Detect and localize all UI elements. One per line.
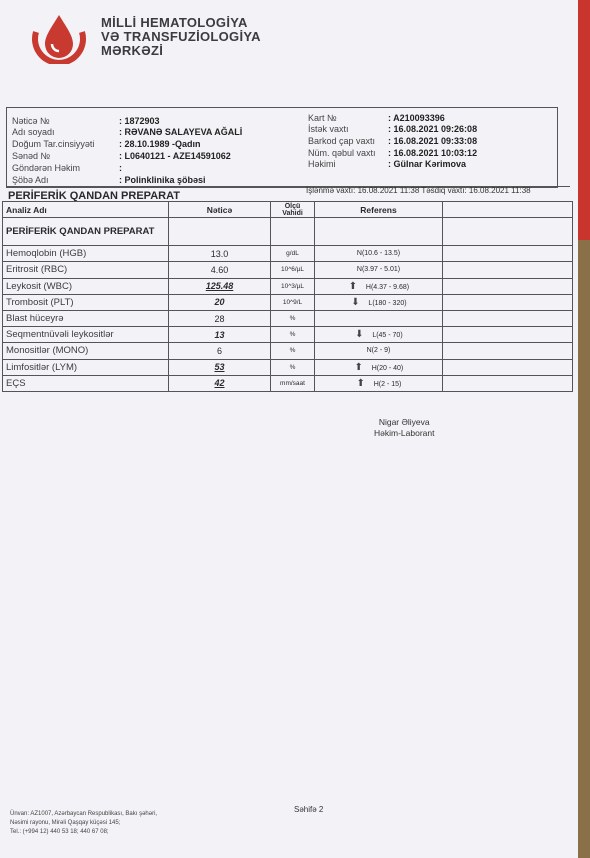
results-table xyxy=(2,201,573,392)
org-line-2: VƏ TRANSFUZİOLOGİYA xyxy=(101,29,261,44)
header-result: Nəticə xyxy=(169,202,271,218)
footer-line: Nəsimi rayonu, Mirəli Qaşqay küçəsi 145; xyxy=(10,820,121,826)
field-value: : Polinklinika şöbəsi xyxy=(119,175,206,185)
table-row xyxy=(3,278,573,294)
reference-text: N(3.97 - 5.01) xyxy=(356,266,401,274)
field-label: Nəticə № xyxy=(12,116,50,126)
field-label: Göndərən Həkim xyxy=(12,163,81,173)
reference-text: L(180 - 320) xyxy=(368,299,407,307)
empty-cell xyxy=(443,375,573,391)
analysis-name: Monositlər (MONO) xyxy=(3,343,169,359)
result-value: 4.60 xyxy=(169,262,271,278)
group-name: PERİFERİK QANDAN PREPARAT xyxy=(3,218,169,246)
footer-line: Tel.: (+994 12) 440 53 18; 440 67 08; xyxy=(10,829,109,835)
table-row xyxy=(3,359,573,375)
result-value: 13.0 xyxy=(169,246,271,262)
signature-role: Həkim-Laborant xyxy=(374,428,435,438)
table-row xyxy=(3,246,573,262)
reference-range xyxy=(315,327,443,343)
field-value: : 16.08.2021 09:33:08 xyxy=(388,136,478,146)
birth-date-gender-field xyxy=(12,139,201,150)
result-value: 20 xyxy=(169,294,271,310)
analysis-name: EÇS xyxy=(3,375,169,391)
analysis-name: Blast hüceyrə xyxy=(3,310,169,326)
reference-text: L(45 - 70) xyxy=(372,332,403,340)
unit: % xyxy=(271,327,315,343)
empty-cell xyxy=(443,310,573,326)
reference-text: H(4.37 - 9.68) xyxy=(365,283,410,291)
unit: 10^9/L xyxy=(271,294,315,310)
reference-range xyxy=(315,294,443,310)
signature-name: Nigar Əliyeva xyxy=(378,417,430,427)
field-value: : L0640121 - AZE14591062 xyxy=(119,151,231,161)
unit: 10^6/µL xyxy=(271,262,315,278)
reference-text: H(20 - 40) xyxy=(371,364,404,372)
analysis-name: Limfositlər (LYM) xyxy=(3,359,169,375)
result-value: 6 xyxy=(169,343,271,359)
org-line-1: MİLLİ HEMATOLOGİYA xyxy=(101,15,248,30)
referring-doctor-field xyxy=(12,163,122,174)
field-label: Kart № xyxy=(308,113,337,123)
department-field xyxy=(12,175,206,186)
unit: 10^3/µL xyxy=(271,278,315,294)
empty-cell xyxy=(443,262,573,278)
table-row xyxy=(3,327,573,343)
unit: % xyxy=(271,343,315,359)
analysis-name: Seqmentnüvəli leykositlər xyxy=(3,327,169,343)
header-analysis-name: Analiz Adı xyxy=(3,202,169,218)
field-label: Həkimi xyxy=(308,159,336,169)
section-title: PERİFERİK QANDAN PREPARAT xyxy=(8,190,180,202)
table-row xyxy=(3,343,573,359)
table-row xyxy=(3,294,573,310)
table-row xyxy=(3,310,573,326)
field-value: : A210093396 xyxy=(388,113,445,123)
unit: % xyxy=(271,310,315,326)
footer-line: Ünvan: AZ1007, Azərbaycan Respublikası, Bakı şəhəri, xyxy=(10,811,158,817)
reference-text: H(2 - 15) xyxy=(373,380,402,388)
arrow-up-icon: ⬆ xyxy=(356,377,365,389)
field-label: Şöbə Adı xyxy=(12,175,49,185)
arrow-up-icon: ⬆ xyxy=(348,280,358,292)
barcode-print-time-field xyxy=(308,136,477,147)
reference-range xyxy=(315,278,443,294)
organization-name xyxy=(101,16,261,58)
field-value: : 1872903 xyxy=(119,116,160,126)
patient-name-field xyxy=(12,127,242,138)
field-value: : xyxy=(119,163,122,173)
field-value: : RƏVANƏ SALAYEVA AĞALİ xyxy=(119,127,243,137)
field-label: Doğum Tar.cinsiyyəti xyxy=(12,139,95,149)
doctor-field xyxy=(308,159,466,170)
result-value: 125.48 xyxy=(169,278,271,294)
request-time-field xyxy=(308,124,477,135)
field-value: : 16.08.2021 10:03:12 xyxy=(388,148,478,158)
empty-cell xyxy=(443,359,573,375)
result-value: 53 xyxy=(169,359,271,375)
result-value: 28 xyxy=(169,310,271,326)
analysis-name: Hemoqlobin (HGB) xyxy=(3,246,169,262)
arrow-up-icon: ⬆ xyxy=(354,361,363,373)
table-header-row xyxy=(3,202,573,218)
reference-range xyxy=(315,262,443,278)
document-number-field xyxy=(12,151,231,162)
empty-cell xyxy=(443,246,573,262)
processing-timeline: İşlənmə vaxtı: 16.08.2021 11:38 Təsdiq vaxtı: 16.08.2021 11:38 xyxy=(306,186,531,195)
org-line-3: MƏRKƏZİ xyxy=(101,43,164,58)
reference-range xyxy=(315,310,443,326)
table-group-row xyxy=(3,218,573,246)
unit: mm/saat xyxy=(271,375,315,391)
field-value: : Gülnar Kərimova xyxy=(388,159,467,169)
analysis-name: Trombosit (PLT) xyxy=(3,294,169,310)
table-row xyxy=(3,262,573,278)
analysis-name: Leykosit (WBC) xyxy=(3,278,169,294)
field-label: Adı soyadı xyxy=(12,127,55,137)
arrow-down-icon: ⬇ xyxy=(351,296,360,308)
page-number: Səhifə 2 xyxy=(294,805,324,814)
field-label: İstək vaxtı xyxy=(308,124,349,134)
field-value: : 28.10.1989 -Qadın xyxy=(119,139,201,149)
arrow-down-icon: ⬇ xyxy=(355,329,364,341)
footer-address xyxy=(10,810,157,837)
header-reference: Referens xyxy=(315,202,443,218)
reference-range xyxy=(315,246,443,262)
analysis-name: Eritrosit (RBC) xyxy=(3,262,169,278)
reference-text: N(10.6 - 13.5) xyxy=(356,250,401,258)
empty-cell xyxy=(443,278,573,294)
field-label: Nüm. qəbul vaxtı xyxy=(308,148,376,158)
card-number-field xyxy=(308,113,445,124)
empty-cell xyxy=(443,327,573,343)
result-value: 42 xyxy=(169,375,271,391)
result-number-field xyxy=(12,116,160,127)
empty-cell xyxy=(443,343,573,359)
signature-block xyxy=(374,417,434,439)
reference-text: N(2 - 9) xyxy=(366,347,391,355)
blood-drop-logo-icon xyxy=(26,12,92,64)
header-unit: Ölçü Vahidi xyxy=(271,202,315,218)
empty-cell xyxy=(443,294,573,310)
field-value: : 16.08.2021 09:26:08 xyxy=(388,124,478,134)
field-label: Barkod çap vaxtı xyxy=(308,136,376,146)
table-row xyxy=(3,375,573,391)
result-value: 13 xyxy=(169,327,271,343)
unit: % xyxy=(271,359,315,375)
background-red-edge xyxy=(578,0,590,240)
header-empty xyxy=(443,202,573,218)
reference-range xyxy=(315,359,443,375)
reference-range xyxy=(315,343,443,359)
sample-receive-time-field xyxy=(308,148,477,159)
unit: g/dL xyxy=(271,246,315,262)
reference-range xyxy=(315,375,443,391)
background-wood-edge xyxy=(578,240,590,858)
field-label: Sənəd № xyxy=(12,151,51,161)
